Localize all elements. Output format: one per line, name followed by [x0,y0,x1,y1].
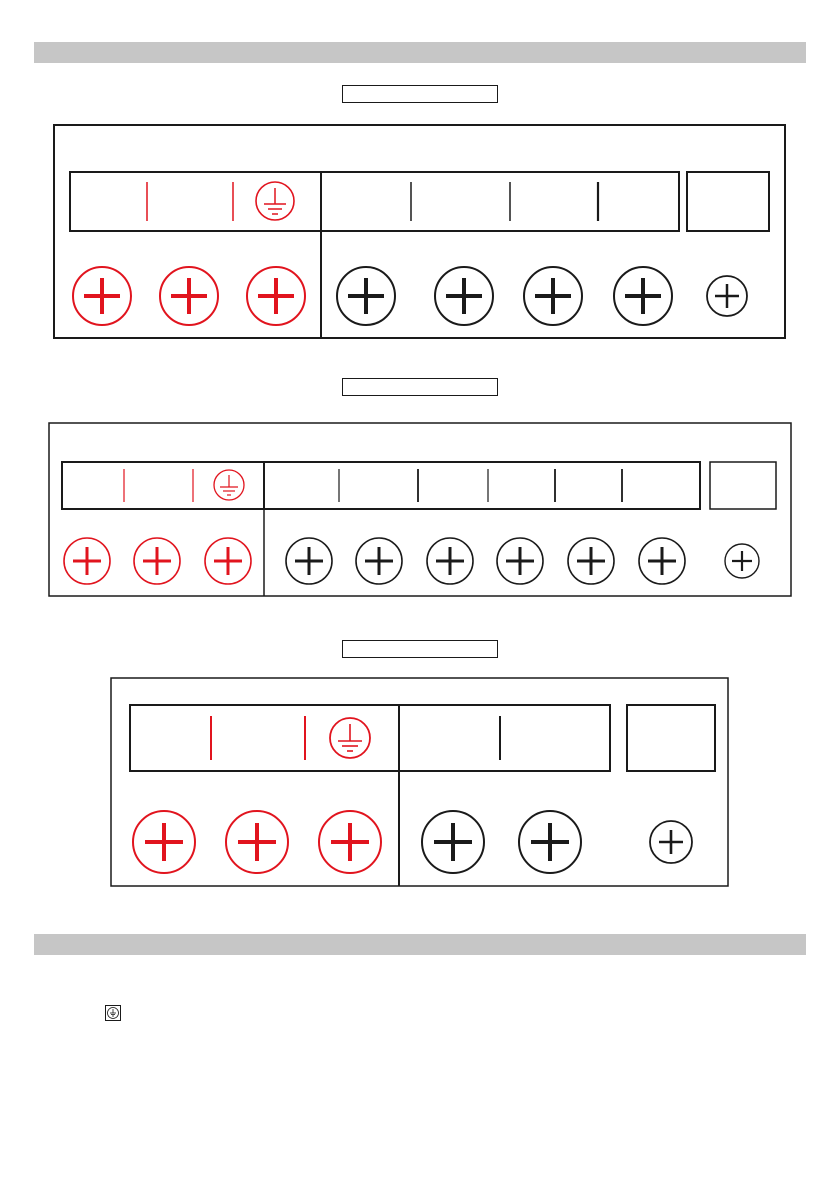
load-terminal [356,538,402,584]
load-terminal [435,267,493,325]
terminal-board-3 [111,678,728,886]
supply-terminal [133,811,195,873]
small-terminal [650,821,692,863]
supply-terminal [226,811,288,873]
load-terminal [427,538,473,584]
load-terminal [337,267,395,325]
supply-header [62,462,264,509]
supply-terminal [73,267,131,325]
load-header [399,705,610,771]
supply-terminal [160,267,218,325]
supply-terminal [319,811,381,873]
load-terminal [422,811,484,873]
load-header [264,462,700,509]
small-terminal [707,276,747,316]
load-terminal [497,538,543,584]
terminal-board-2 [49,423,791,596]
supply-terminal [64,538,110,584]
supply-terminal [205,538,251,584]
aux-box [627,705,715,771]
load-terminal [524,267,582,325]
earth-icon [105,1005,121,1021]
earth-icon [330,718,370,758]
earth-icon [256,182,294,220]
supply-header [130,705,399,771]
load-header [321,172,679,231]
load-terminal [639,538,685,584]
aux-box [710,462,776,509]
supply-terminal [247,267,305,325]
supply-terminal [134,538,180,584]
aux-box [687,172,769,231]
small-terminal [725,544,759,578]
load-terminal [568,538,614,584]
load-terminal [614,267,672,325]
board-frame [111,678,728,886]
load-terminal [519,811,581,873]
supply-header [70,172,321,231]
terminal-board-1 [54,125,785,338]
load-terminal [286,538,332,584]
earth-icon [214,470,244,500]
